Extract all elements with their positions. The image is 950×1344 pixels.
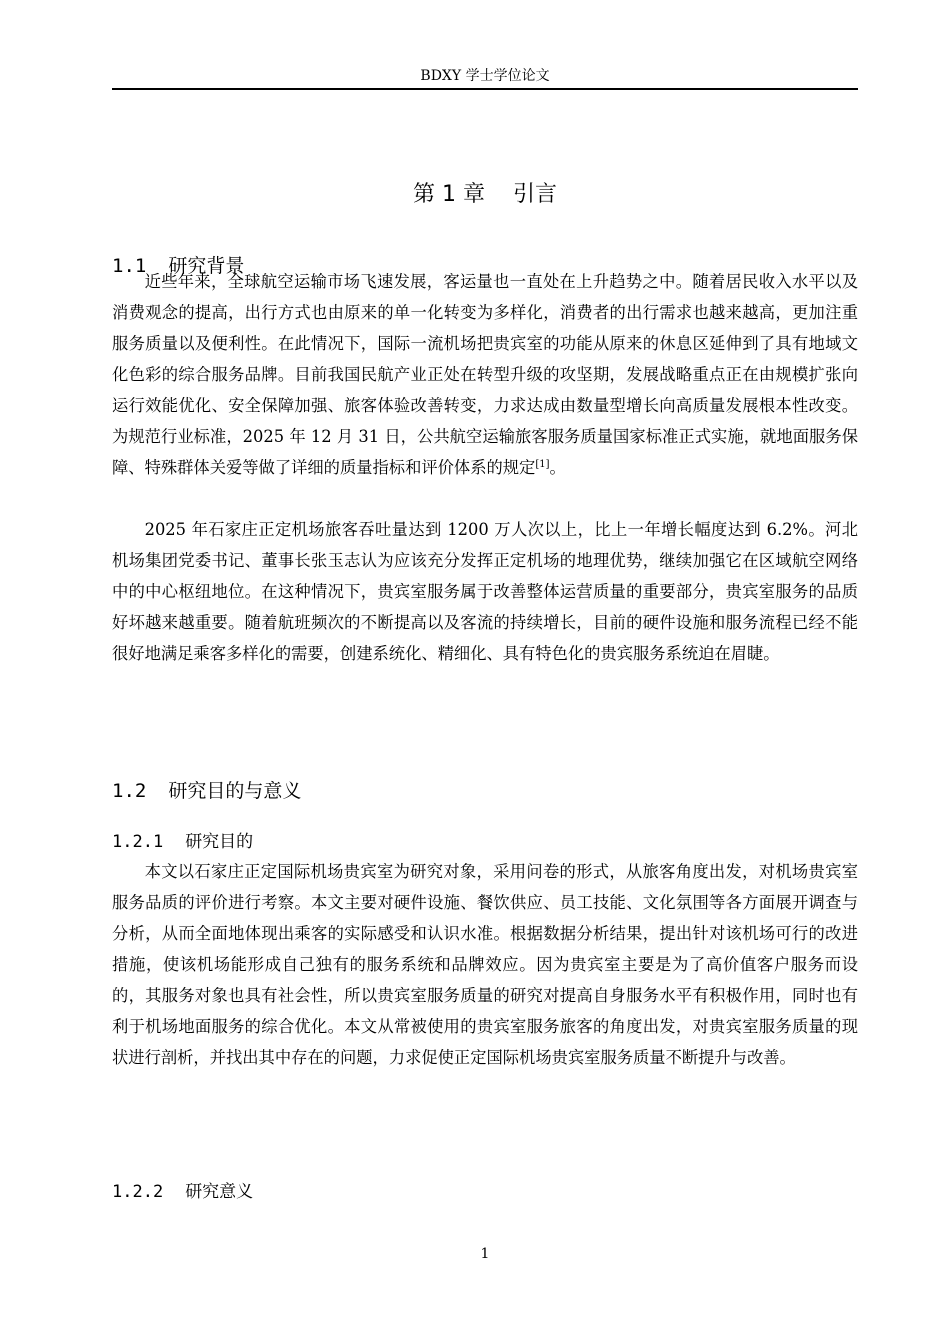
section-title: 研究背景 — [168, 255, 245, 277]
chapter-number: 第 1 章 — [413, 182, 485, 207]
section-number: 1.2 — [112, 780, 147, 802]
paragraph-purpose: 本文以石家庄正定国际机场贵宾室为研究对象，采用问卷的形式，从旅客角度出发，对机场贵宾室服务品质的评价进行考察。本文主要对硬件设施、餐饮供应、员工技能、文化氛围等各方面展开调查与分析，从而全面地体现出乘客的实际感受和认识水准。根据数据分析结果，提出针对该机场可行的改进措施，使该机场能形成自己独有的服务系统和品牌效应。因为贵宾室主要是为了高价值客户服务而设的，其服务对象也具有社会性，所以贵宾室服务质量的研究对提高自身服务水平有积极作用，同时也有利于机场地面服务的综合优化。本文从常被使用的贵宾室服务旅客的角度出发，对贵宾室服务质量的现状进行剖析，并找出其中存在的问题，力求促使正定国际机场贵宾室服务质量不断提升与改善。 — [112, 862, 858, 1067]
subsection-title: 研究意义 — [185, 1182, 254, 1202]
paragraph-text: 近些年来，全球航空运输市场飞速发展，客运量也一直处在上升趋势之中。随着居民收入水平以及消费观念的提高，出行方式也由原来的单一化转变为多样化，消费者的出行需求也越来越高，更加注重服务质量以及便利性。在此情况下，国际一流机场把贵宾室的功能从原来的休息区延伸到了具有地域文化色彩的综合服务品牌。目前我国民航产业正处在转型升级的攻坚期，发展战略重点正在由规模扩张向运行效能优化、安全保障加强、旅客体验改善转变，力求达成由数量型增长向高质量发展根本性改变。为规范行业标准，2025 年 12 月 31 日，公共航空运输旅客服务质量国家标准正式实施，就地面服务保障、特殊群体关爱等做了详细的质量指标和评价体系的规定 — [112, 272, 858, 477]
section-title: 研究目的与意义 — [168, 780, 302, 802]
header-rule — [112, 88, 858, 90]
section-number: 1.1 — [112, 255, 147, 277]
subsection-title: 研究目的 — [185, 832, 254, 852]
page-number: 1 — [480, 1246, 490, 1262]
chapter-heading — [112, 178, 858, 212]
subsection-heading-1-2-2 — [112, 1178, 253, 1206]
chapter-title: 引言 — [512, 182, 557, 207]
citation: [1] — [535, 459, 550, 470]
running-header: BDXY 学士学位论文 — [420, 68, 550, 84]
paragraph-end: 。 — [549, 458, 566, 477]
subsection-heading-1-2-1 — [112, 828, 253, 856]
paragraph-background-1 — [112, 266, 858, 483]
subsection-number: 1.2.2 — [112, 1182, 164, 1202]
paragraph-background-2: 2025 年石家庄正定机场旅客吞吐量达到 1200 万人次以上，比上一年增长幅度达到 6.2%。河北机场集团党委书记、董事长张玉志认为应该充分发挥正定机场的地理优势，继续加强它在区域航空网络中的中心枢纽地位。在这种情况下，贵宾室服务属于改善整体运营质量的重要部分，贵宾室服务的品质好坏越来越重要。随着航班频次的不断提高以及客流的持续增长，目前的硬件设施和服务流程已经不能很好地满足乘客多样化的需要，创建系统化、精细化、具有特色化的贵宾服务系统迫在眉睫。 — [112, 520, 858, 663]
section-heading-1-2 — [112, 776, 301, 806]
subsection-number: 1.2.1 — [112, 832, 164, 852]
